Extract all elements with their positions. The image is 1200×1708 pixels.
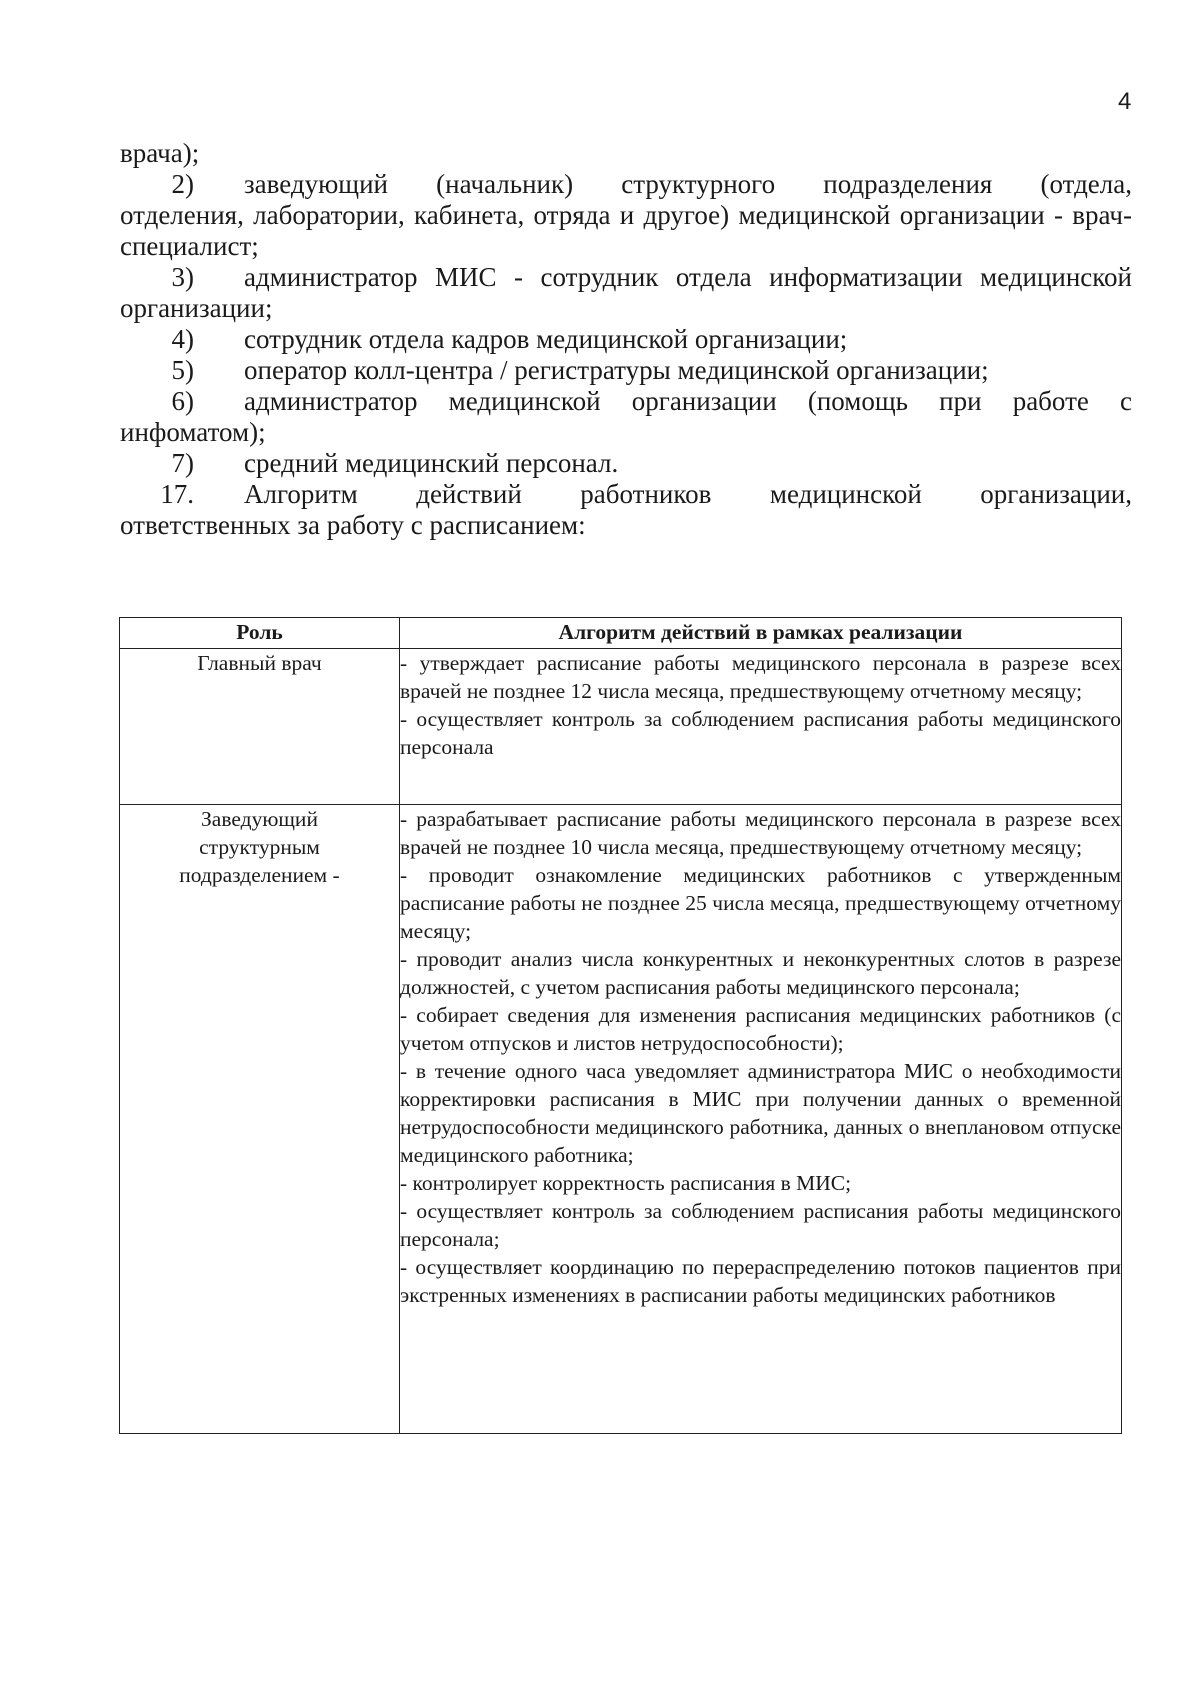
section-continuation: ответственных за работу с расписанием:: [120, 510, 586, 540]
list-number: 2): [171, 169, 194, 199]
list-text: сотрудник отдела кадров медицинской организации;: [244, 324, 848, 354]
action-item: - контролирует корректность расписания в МИС;: [400, 1171, 852, 1195]
intro-fragment: врача);: [120, 138, 200, 168]
list-item-2: [120, 169, 1132, 200]
action-item: - разрабатывает расписание работы медицинского персонала в разрезе всех врачей не позднее 10 числа месяца, предшествующему отчетному месяцу;: [400, 807, 1121, 859]
list-number: 5): [171, 355, 194, 385]
algorithm-table: [119, 617, 1122, 1434]
header-algorithm: Алгоритм действий в рамках реализации: [400, 618, 1122, 649]
list-number: 3): [171, 262, 194, 292]
role-text: Заведующий структурным подразделением -: [179, 807, 340, 887]
section-text: Алгоритм действий работников медицинской организации,: [244, 479, 1132, 509]
section-17: [120, 479, 1132, 510]
list-text: администратор медицинской организации (помощь при работе с: [244, 386, 1132, 416]
table-header-row: [120, 618, 1122, 649]
list-continuation: организации;: [120, 293, 273, 323]
list-text: оператор колл-центра / регистратуры медицинской организации;: [244, 355, 989, 385]
list-number: 7): [171, 448, 194, 478]
action-item: - собирает сведения для изменения расписания медицинских работников (с учетом отпусков и листов нетрудоспособности);: [400, 1003, 1121, 1055]
list-text: администратор МИС - сотрудник отдела информатизации медицинской: [244, 262, 1132, 292]
actions-cell: [400, 649, 1122, 805]
action-item: - проводит ознакомление медицинских работников с утвержденным расписание работы не позднее 25 числа месяца, предшествующему отчетному месяцу;: [400, 863, 1121, 943]
list-continuation: инфоматом);: [120, 417, 266, 447]
list-text: средний медицинский персонал.: [244, 448, 619, 478]
list-continuation: отделения, лаборатории, кабинета, отряда и другое) медицинской организации - врач-специалист;: [120, 200, 1132, 261]
actions-cell: [400, 805, 1122, 1434]
action-item: - осуществляет контроль за соблюдением расписания работы медицинского персонала;: [400, 1199, 1121, 1251]
header-role: Роль: [120, 618, 400, 649]
list-text: заведующий (начальник) структурного подразделения (отдела,: [244, 169, 1132, 199]
page-number: 4: [1118, 88, 1132, 115]
role-cell: Главный врач: [120, 649, 400, 805]
action-item: - проводит анализ числа конкурентных и неконкурентных слотов в разрезе должностей, с учетом расписания работы медицинского персонала;: [400, 947, 1121, 999]
table-row: [120, 649, 1122, 805]
list-number: 4): [171, 324, 194, 354]
action-item: - осуществляет координацию по перераспределению потоков пациентов при экстренных изменениях в расписании работы медицинских работников: [400, 1255, 1121, 1307]
action-item: - утверждает расписание работы медицинского персонала в разрезе всех врачей не позднее 12 числа месяца, предшествующему отчетному месяцу;: [400, 651, 1121, 703]
action-item: - осуществляет контроль за соблюдением расписания работы медицинского персонала: [400, 707, 1121, 759]
role-cell: [120, 805, 400, 1434]
section-number: 17.: [160, 479, 194, 509]
body-text: [120, 138, 1132, 541]
action-item: - в течение одного часа уведомляет администратора МИС о необходимости корректировки расписания в МИС при получении данных о временной нетрудоспособности медицинского работника, данных о внеплановом отпуске медицинского работника;: [400, 1059, 1121, 1167]
list-item-3: [120, 262, 1132, 293]
list-item-6: [120, 386, 1132, 417]
table-row: [120, 805, 1122, 1434]
list-item-5: [120, 355, 1132, 386]
list-number: 6): [171, 386, 194, 416]
list-item-4: [120, 324, 1132, 355]
list-item-7: [120, 448, 1132, 479]
